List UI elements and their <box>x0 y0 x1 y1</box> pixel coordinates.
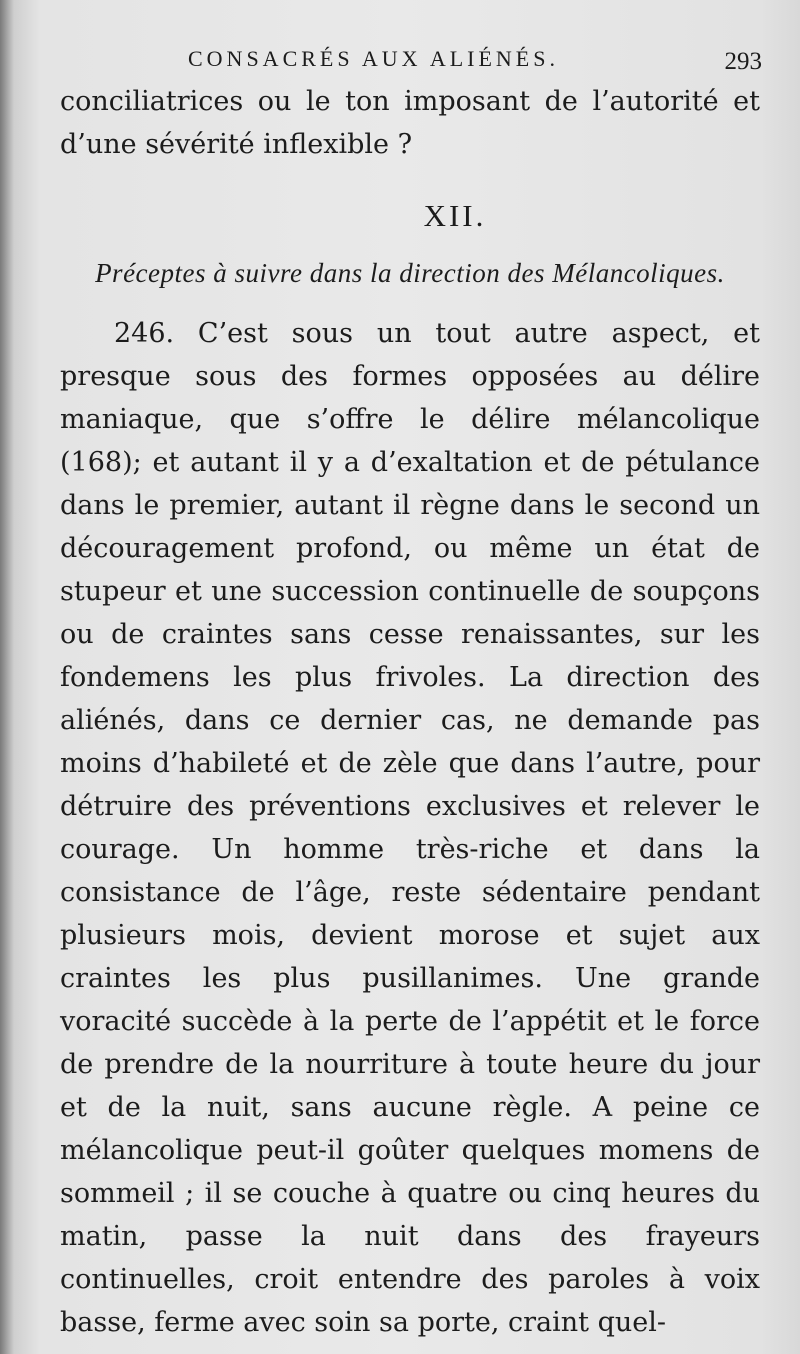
running-head <box>60 44 760 80</box>
page-content <box>60 44 760 1344</box>
running-title: CONSACRÉS AUX ALIÉNÉS. <box>188 46 559 71</box>
body-paragraph: 246. C’est sous un tout autre aspect, et presque sous des formes opposées au délire maniaque, que s’offre le délire mélancolique (168); et autant il y a d’exaltation et de pétulance dans le premier, autant il règne dans le second un découragement profond, ou même un état de stupeur et une succession continuelle de soupçons ou de craintes sans cesse renaissantes, sur les fondemens les plus frivoles. La direction des aliénés, dans ce dernier cas, ne demande pas moins d’habileté et de zèle que dans l’autre, pour détruire des préventions exclusives et relever le courage. Un homme très-riche et dans la consistance de l’âge, reste sédentaire pendant plusieurs mois, devient morose et sujet aux craintes les plus pusillanimes. Une grande voracité succède à la perte de l’appétit et le force de prendre de la nourriture à toute heure du jour et de la nuit, sans aucune règle. A peine ce mélancolique peut-il goûter quelques momens de sommeil ; il se couche à quatre ou cinq heures du matin, passe la nuit dans des frayeurs continuelles, croit entendre des paroles à voix basse, ferme avec soin sa porte, craint quel- <box>60 318 760 1338</box>
page-number: 293 <box>724 48 762 75</box>
continuation-text: conciliatrices ou le ton imposant de l’autorité et d’une sévérité inflexible ? <box>60 86 760 160</box>
section-title: Préceptes à suivre dans la direction des Mélancoliques. <box>95 258 725 288</box>
section-number: XII. <box>423 198 487 233</box>
